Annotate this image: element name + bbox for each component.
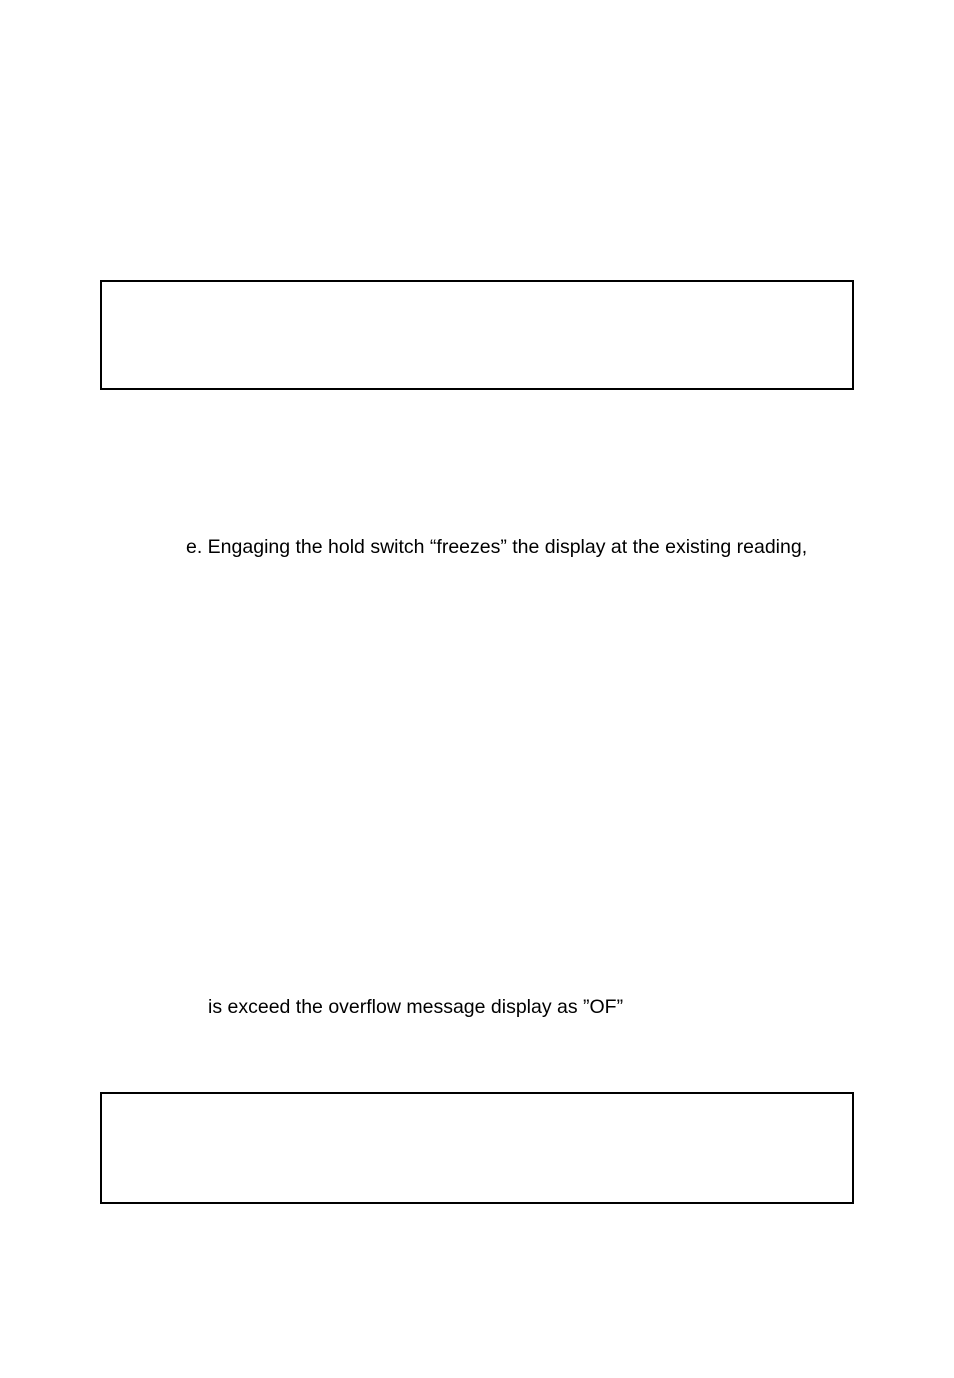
overflow-message-text: is exceed the overflow message display as ”OF” — [208, 996, 624, 1018]
hold-switch-text: e. Engaging the hold switch “freezes” the display at the existing reading, — [186, 536, 808, 558]
empty-frame-bottom — [100, 1092, 854, 1204]
empty-frame-top — [100, 280, 854, 390]
